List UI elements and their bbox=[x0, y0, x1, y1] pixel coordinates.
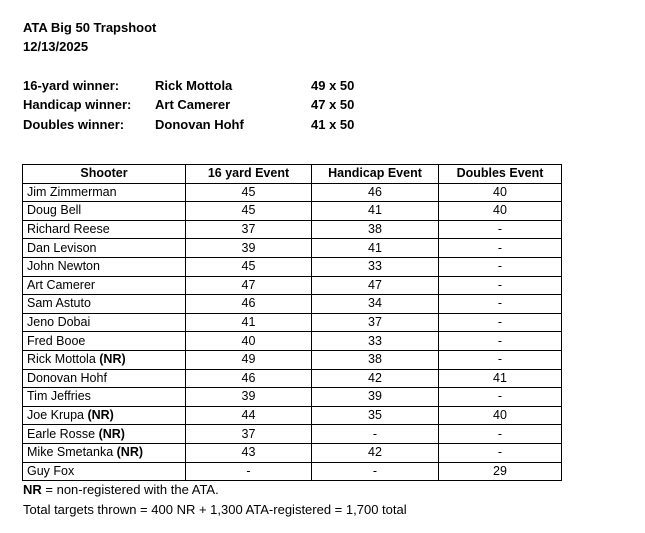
score-handicap-cell: 38 bbox=[312, 220, 439, 239]
total-targets-note: Total targets thrown = 400 NR + 1,300 ATA-registered = 1,700 total bbox=[23, 502, 407, 517]
score-handicap-cell: - bbox=[312, 462, 439, 481]
score-16-yard-cell: 47 bbox=[186, 276, 312, 295]
event-date: 12/13/2025 bbox=[23, 39, 89, 54]
winner-name: Rick Mottola bbox=[155, 78, 233, 93]
table-row bbox=[23, 295, 562, 314]
score-doubles-cell: - bbox=[439, 350, 562, 369]
table-row bbox=[23, 369, 562, 388]
table-row bbox=[23, 406, 562, 425]
column-header-16-yard: 16 yard Event bbox=[186, 165, 312, 184]
column-header-doubles: Doubles Event bbox=[439, 165, 562, 184]
score-doubles-cell: - bbox=[439, 388, 562, 407]
shooter-name-cell bbox=[23, 332, 186, 351]
table-row bbox=[23, 220, 562, 239]
nr-marker: (NR) bbox=[116, 445, 144, 460]
shooter-name-cell bbox=[23, 388, 186, 407]
score-doubles-cell: - bbox=[439, 257, 562, 276]
table-row bbox=[23, 276, 562, 295]
score-handicap-cell: 33 bbox=[312, 332, 439, 351]
score-handicap-cell: 34 bbox=[312, 295, 439, 314]
score-doubles-cell: 41 bbox=[439, 369, 562, 388]
shooter-name: Fred Booe bbox=[27, 333, 86, 348]
score-16-yard-cell: 46 bbox=[186, 369, 312, 388]
shooter-name-cell bbox=[23, 257, 186, 276]
table-row bbox=[23, 443, 562, 462]
shooter-name: Earle Rosse bbox=[27, 426, 96, 441]
score-handicap-cell: 39 bbox=[312, 388, 439, 407]
score-doubles-cell: - bbox=[439, 239, 562, 258]
score-16-yard-cell: - bbox=[186, 462, 312, 481]
score-doubles-cell: 40 bbox=[439, 406, 562, 425]
score-handicap-cell: 33 bbox=[312, 257, 439, 276]
shooter-name-cell bbox=[23, 425, 186, 444]
table-row bbox=[23, 202, 562, 221]
nr-footnote bbox=[23, 482, 219, 497]
shooter-name-cell bbox=[23, 443, 186, 462]
table-row bbox=[23, 332, 562, 351]
score-handicap-cell: 41 bbox=[312, 202, 439, 221]
winner-label: Doubles winner: bbox=[23, 117, 125, 132]
nr-marker: (NR) bbox=[99, 352, 126, 367]
score-16-yard-cell: 49 bbox=[186, 350, 312, 369]
shooter-name: Tim Jeffries bbox=[27, 389, 91, 404]
nr-marker: (NR) bbox=[98, 426, 125, 441]
nr-definition: = non-registered with the ATA. bbox=[41, 482, 219, 497]
winner-score: 49 x 50 bbox=[311, 78, 355, 93]
table-row bbox=[23, 425, 562, 444]
shooter-name-cell bbox=[23, 220, 186, 239]
score-16-yard-cell: 40 bbox=[186, 332, 312, 351]
table-row bbox=[23, 239, 562, 258]
score-handicap-cell: 47 bbox=[312, 276, 439, 295]
score-16-yard-cell: 44 bbox=[186, 406, 312, 425]
score-doubles-cell: - bbox=[439, 220, 562, 239]
shooter-name: Joe Krupa bbox=[27, 408, 84, 423]
score-handicap-cell: 35 bbox=[312, 406, 439, 425]
shooter-name: Art Camerer bbox=[27, 277, 96, 292]
score-doubles-cell: - bbox=[439, 313, 562, 332]
shooter-name-cell bbox=[23, 276, 186, 295]
table-row bbox=[23, 313, 562, 332]
shooter-name: Richard Reese bbox=[27, 222, 110, 237]
shooter-name-cell bbox=[23, 350, 186, 369]
score-doubles-cell: - bbox=[439, 295, 562, 314]
score-doubles-cell: - bbox=[439, 425, 562, 444]
results-body bbox=[23, 183, 562, 481]
shooter-name-cell bbox=[23, 183, 186, 202]
score-16-yard-cell: 43 bbox=[186, 443, 312, 462]
table-row bbox=[23, 388, 562, 407]
winner-label: 16-yard winner: bbox=[23, 78, 120, 93]
table-row bbox=[23, 257, 562, 276]
shooter-name: Dan Levison bbox=[27, 240, 97, 255]
table-row bbox=[23, 462, 562, 481]
shooter-name: Rick Mottola bbox=[27, 352, 96, 367]
winner-name: Donovan Hohf bbox=[155, 117, 244, 132]
score-handicap-cell: 42 bbox=[312, 443, 439, 462]
score-handicap-cell: 38 bbox=[312, 350, 439, 369]
shooter-name: John Newton bbox=[27, 259, 100, 274]
score-doubles-cell: - bbox=[439, 443, 562, 462]
score-16-yard-cell: 45 bbox=[186, 202, 312, 221]
score-16-yard-cell: 46 bbox=[186, 295, 312, 314]
shooter-name-cell bbox=[23, 239, 186, 258]
winner-score: 41 x 50 bbox=[311, 117, 355, 132]
results-table bbox=[22, 164, 562, 481]
score-handicap-cell: 42 bbox=[312, 369, 439, 388]
page-title: ATA Big 50 Trapshoot bbox=[23, 20, 157, 35]
shooter-name-cell bbox=[23, 202, 186, 221]
shooter-name-cell bbox=[23, 313, 186, 332]
shooter-name-cell bbox=[23, 406, 186, 425]
score-doubles-cell: 40 bbox=[439, 183, 562, 202]
table-row bbox=[23, 183, 562, 202]
score-handicap-cell: 46 bbox=[312, 183, 439, 202]
score-handicap-cell: - bbox=[312, 425, 439, 444]
winner-label: Handicap winner: bbox=[23, 97, 132, 112]
shooter-name-cell bbox=[23, 462, 186, 481]
score-doubles-cell: 29 bbox=[439, 462, 562, 481]
score-16-yard-cell: 45 bbox=[186, 257, 312, 276]
score-16-yard-cell: 41 bbox=[186, 313, 312, 332]
shooter-name-cell bbox=[23, 295, 186, 314]
shooter-name: Mike Smetanka bbox=[27, 445, 114, 460]
score-16-yard-cell: 45 bbox=[186, 183, 312, 202]
shooter-name: Guy Fox bbox=[27, 463, 75, 478]
nr-abbrev: NR bbox=[23, 482, 42, 497]
shooter-name: Jeno Dobai bbox=[27, 315, 91, 330]
column-header-handicap: Handicap Event bbox=[312, 165, 439, 184]
table-header-row bbox=[23, 165, 562, 184]
score-doubles-cell: - bbox=[439, 332, 562, 351]
score-doubles-cell: 40 bbox=[439, 202, 562, 221]
nr-marker: (NR) bbox=[87, 408, 114, 423]
score-doubles-cell: - bbox=[439, 276, 562, 295]
winner-score: 47 x 50 bbox=[311, 97, 355, 112]
score-16-yard-cell: 39 bbox=[186, 388, 312, 407]
shooter-name-cell bbox=[23, 369, 186, 388]
shooter-name: Doug Bell bbox=[27, 203, 82, 218]
score-16-yard-cell: 37 bbox=[186, 220, 312, 239]
score-16-yard-cell: 37 bbox=[186, 425, 312, 444]
shooter-name: Donovan Hohf bbox=[27, 370, 107, 385]
column-header-shooter: Shooter bbox=[23, 165, 186, 184]
score-handicap-cell: 41 bbox=[312, 239, 439, 258]
shooter-name: Jim Zimmerman bbox=[27, 184, 117, 199]
shooter-name: Sam Astuto bbox=[27, 296, 91, 311]
score-handicap-cell: 37 bbox=[312, 313, 439, 332]
winner-name: Art Camerer bbox=[155, 97, 231, 112]
table-row bbox=[23, 350, 562, 369]
score-16-yard-cell: 39 bbox=[186, 239, 312, 258]
